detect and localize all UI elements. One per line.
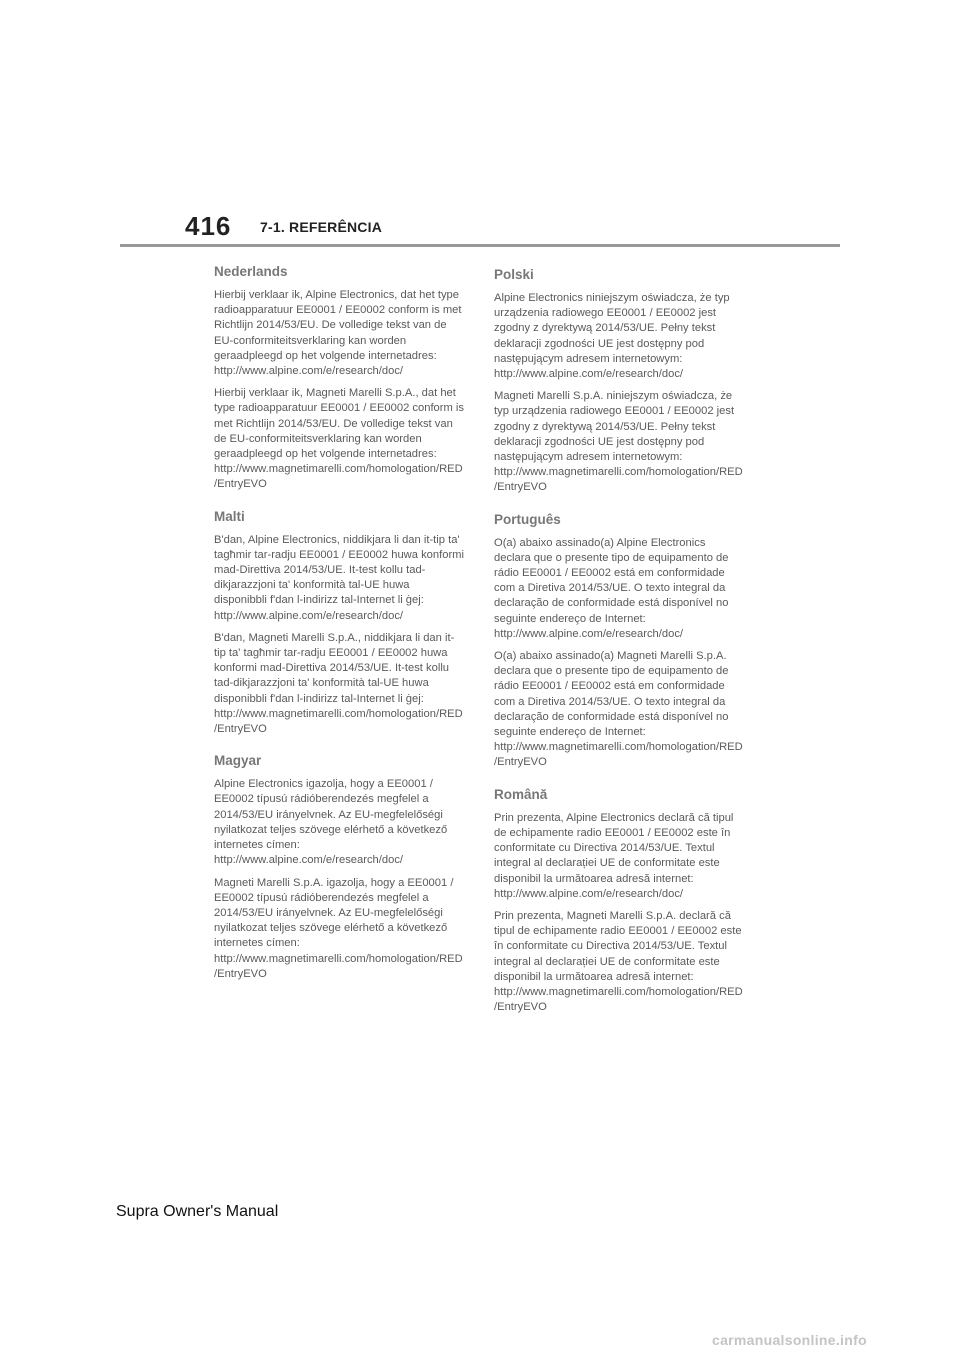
section-title: 7-1. REFERÊNCIA	[260, 219, 383, 235]
language-heading: Nederlands	[214, 264, 288, 279]
language-heading: Malti	[214, 508, 245, 524]
declaration-paragraph: Hierbij verklaar ik, Alpine Electronics, dat het type radioapparatuur EE0001 / EE0002 conform is met Richtlijn 2014/53/EU. De volledige tekst van de EU-conformiteitsverklaring kan worden geraadpleegd op het volgende internetadres: http://www.alpine.com/e/research/doc/	[214, 289, 462, 378]
language-heading: Polski	[494, 267, 534, 282]
manual-title: Supra Owner's Manual	[116, 1203, 279, 1220]
section-magyar	[214, 752, 464, 982]
header-rule	[120, 244, 840, 247]
declaration-paragraph: Prin prezenta, Magneti Marelli S.p.A. declară că tipul de echipamente radio EE0001 / EE0002 este în conformitate cu Directiva 2014/53/UE. Textul integral al declarației UE de conformitate este disponibil la următoarea adresă internet: http://www.magnetimarelli.com/homologation/RED/EntryEVO	[494, 909, 743, 1014]
declaration-paragraph: Magneti Marelli S.p.A. niniejszym oświadcza, że typ urządzenia radiowego EE0001 / EE0002 jest zgodny z dyrektywą 2014/53/UE. Pełny tekst deklaracji zgodności UE jest dostępny pod następującym adresem internetowym: http://www.magnetimarelli.com/homologation/RED/EntryEVO	[494, 390, 743, 494]
page-header	[0, 0, 960, 250]
declaration-paragraph: Prin prezenta, Alpine Electronics declară că tipul de echipamente radio EE0001 / EE0002 este în conformitate cu Directiva 2014/53/UE. Textul integral al declarației UE de conformitate este disponibil la următoarea adresă internet: http://www.alpine.com/e/research/doc/	[494, 811, 734, 900]
section-portugues	[494, 511, 744, 771]
declaration-paragraph: Alpine Electronics igazolja, hogy a EE0001 / EE0002 típusú rádióberendezés megfelel a 2014/53/EU irányelvnek. Az EU-megfelelőségi nyilatkozat teljes szövege elérhető a következő internetes címen: http://www.alpine.com/e/research/doc/	[214, 778, 448, 867]
right-column	[494, 266, 744, 1030]
page-number: 416	[185, 211, 232, 241]
watermark: carmanualsonline.info	[712, 1332, 867, 1348]
declaration-paragraph: Hierbij verklaar ik, Magneti Marelli S.p.A., dat het type radioapparatuur EE0001 / EE0002 conform is met Richtlijn 2014/53/EU. De volledige tekst van de EU-conformiteitsverklaring kan worden geraadpleegd op het volgende internetadres: http://www.magnetimarelli.com/homologation/RED/EntryEVO	[214, 387, 465, 491]
language-heading: Română	[494, 786, 548, 802]
section-nederlands	[214, 263, 464, 493]
declaration-paragraph: B'dan, Magneti Marelli S.p.A., niddikjara li dan it-tip ta' tagħmir tar-radju EE0001 / EE0002 huwa konformi mad-Direttiva 2014/53/UE. It-test kollu tad-dikjarazzjoni ta' konformità tal-UE huwa disponibbli f'dan l-indirizz tal-Internet li ġej: http://www.magnetimarelli.com/homologation/RED/EntryEVO	[214, 631, 463, 736]
section-romana	[494, 786, 744, 1016]
declaration-paragraph: Magneti Marelli S.p.A. igazolja, hogy a EE0001 / EE0002 típusú rádióberendezés megfelel a 2014/53/EU irányelvnek. Az EU-megfelelőségi nyilatkozat teljes szövege elérhető a következő internetes címen: http://www.magnetimarelli.com/homologation/RED/EntryEVO	[214, 876, 463, 980]
declaration-paragraph: Alpine Electronics niniejszym oświadcza, że typ urządzenia radiowego EE0001 / EE0002 jest zgodny z dyrektywą 2014/53/UE. Pełny tekst deklaracji zgodności UE jest dostępny pod następującym adresem internetowym: http://www.alpine.com/e/research/doc/	[494, 292, 730, 381]
language-heading: Magyar	[214, 753, 262, 769]
declaration-paragraph: O(a) abaixo assinado(a) Alpine Electronics declara que o presente tipo de equipamento de rádio EE0001 / EE0002 está em conformidade com a Diretiva 2014/53/UE. O texto integral da declaração de conformidade está disponível no seguinte endereço de Internet: http://www.alpine.com/e/research/doc/	[494, 536, 729, 640]
language-heading: Português	[494, 511, 561, 527]
declaration-paragraph: O(a) abaixo assinado(a) Magneti Marelli S.p.A. declara que o presente tipo de equipamento de rádio EE0001 / EE0002 está em conformidade com a Diretiva 2014/53/UE. O texto integral da declaração de conformidade está disponível no seguinte endereço de Internet: http://www.magnetimarelli.com/homologation/RED/EntryEVO	[494, 650, 743, 769]
section-malti	[214, 508, 464, 738]
section-polski	[494, 266, 744, 496]
declaration-paragraph: B'dan, Alpine Electronics, niddikjara li dan it-tip ta' tagħmir tar-radju EE0001 / EE0002 huwa konformi mad-Direttiva 2014/53/UE. It-test kollu tad-dikjarazzjoni ta' konformità tal-UE huwa disponibbli f'dan l-indirizz tal-Internet li ġej: http://www.alpine.com/e/research/doc/	[214, 533, 464, 622]
left-column	[214, 263, 464, 997]
